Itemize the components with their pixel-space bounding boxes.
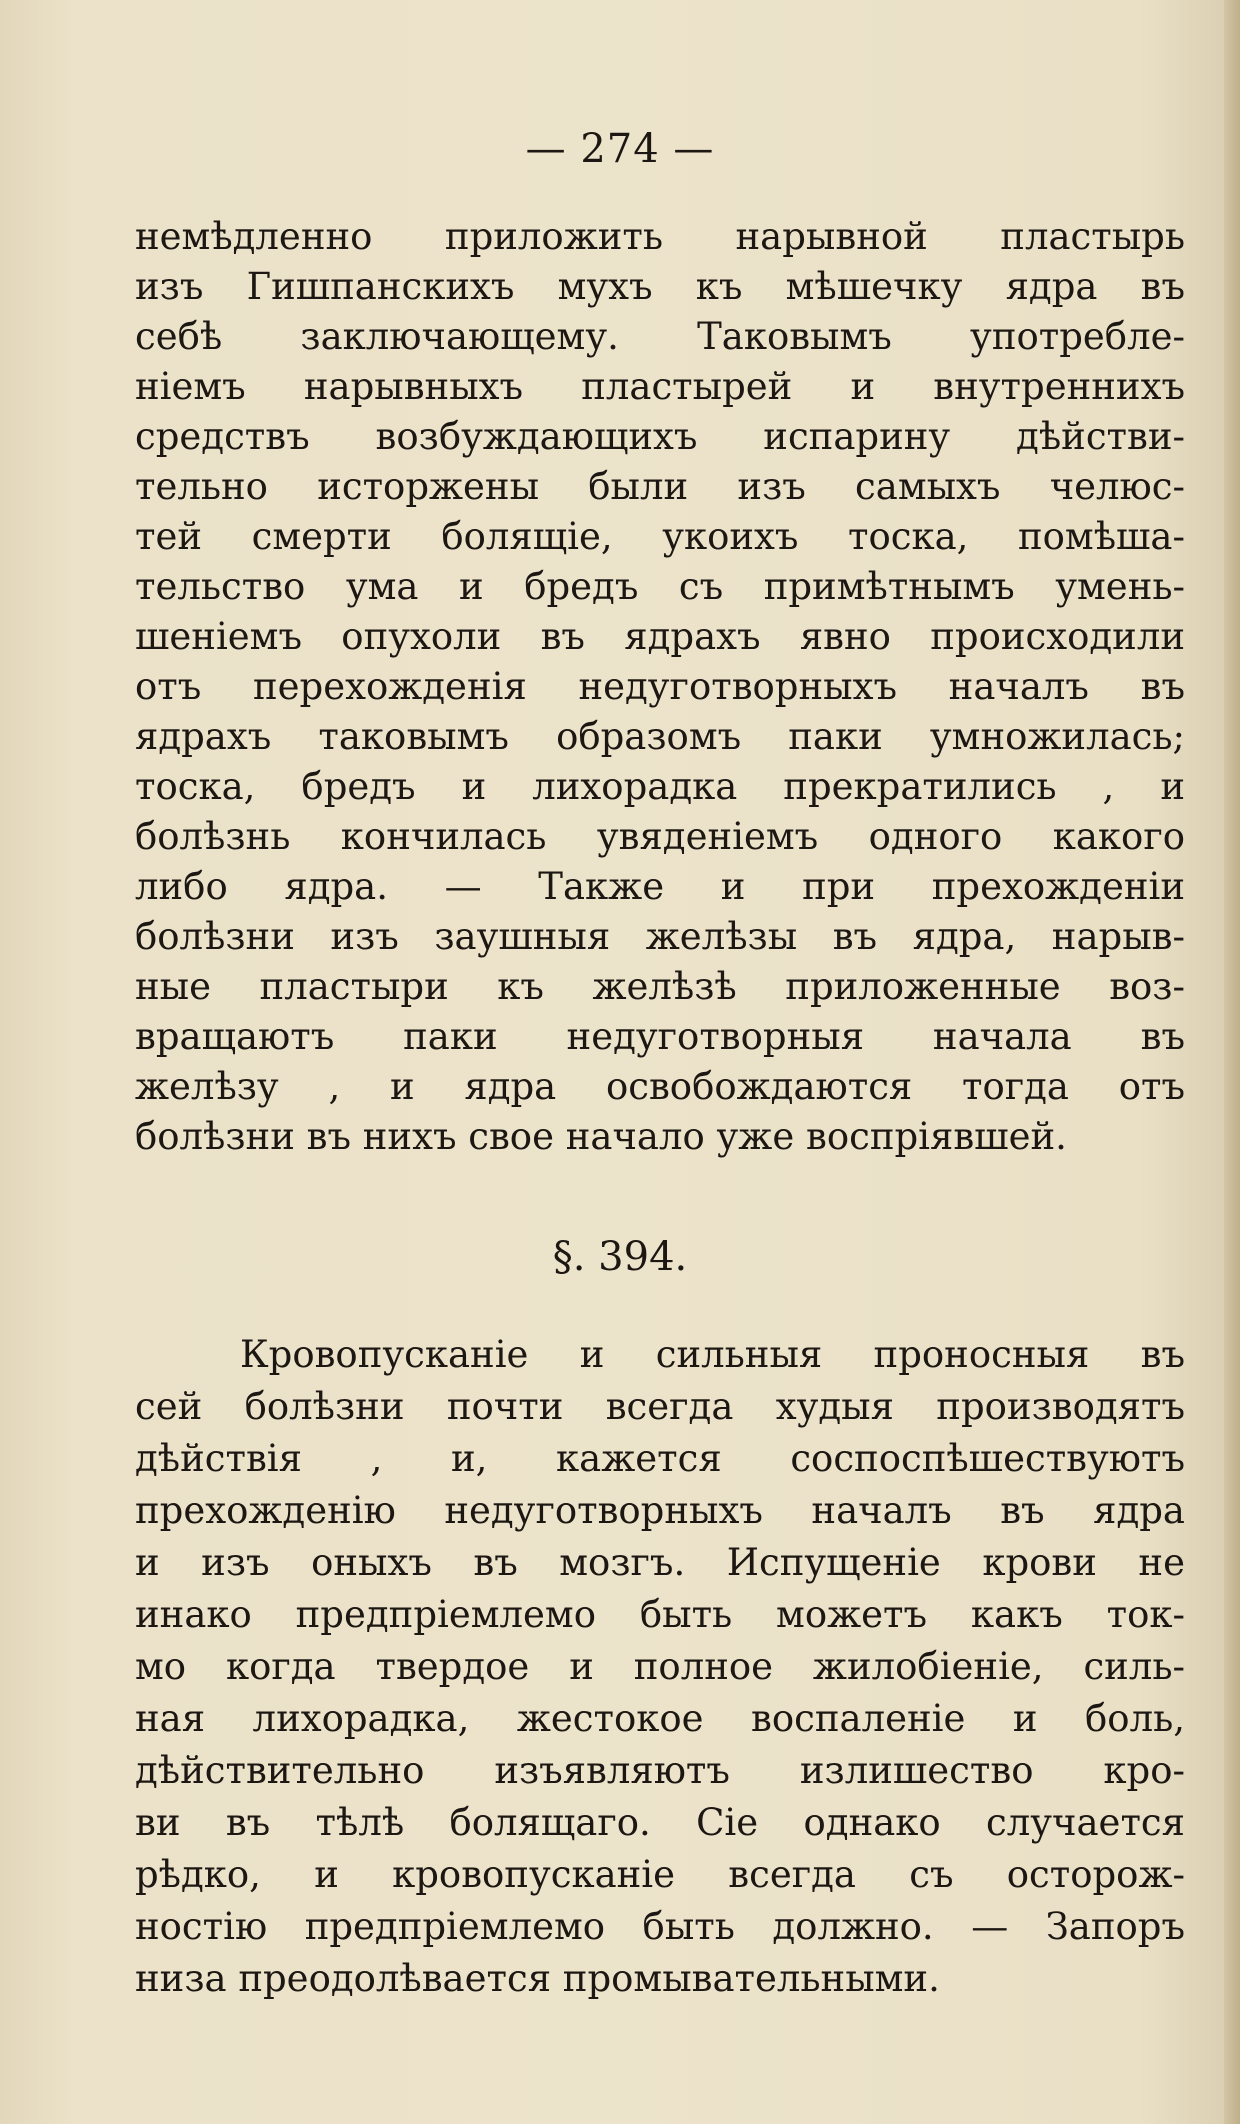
text-line: себѣ заключающему. Таковымъ употребле- (135, 315, 1185, 358)
text-line-first: Кровопусканіе и сильныя проносныя въ (240, 1333, 1185, 1376)
text-line: ностію предпріемлемо быть должно. — Запоръ (135, 1905, 1185, 1948)
text-line: либо ядра. — Также и при прехожденіи (135, 865, 1185, 908)
text-line: ная лихорадка, жестокое воспаленіе и боль, (135, 1697, 1185, 1740)
text-line: ніемъ нарывныхъ пластырей и внутреннихъ (135, 365, 1185, 408)
text-line: болѣзни изъ заушныя желѣзы въ ядра, нарыв- (135, 915, 1185, 958)
text-line: вращаютъ паки недуготворныя начала въ (135, 1015, 1185, 1058)
text-line: немѣдленно приложить нарывной пластырь (135, 215, 1185, 258)
text-line: тельно исторжены были изъ самыхъ челюс- (135, 465, 1185, 508)
text-line: шеніемъ опухоли въ ядрахъ явно происходили (135, 615, 1185, 658)
text-line: рѣдко, и кровопусканіе всегда съ осторож- (135, 1853, 1185, 1896)
text-line-last: низа преодолѣвается промывательными. (135, 1957, 940, 2000)
text-line: ви въ тѣлѣ болящаго. Сіе однако случается (135, 1801, 1185, 1844)
text-line: средствъ возбуждающихъ испарину дѣйстви- (135, 415, 1185, 458)
text-line: сей болѣзни почти всегда худыя производятъ (135, 1385, 1185, 1428)
page-edge (1224, 0, 1240, 2124)
text-line: дѣйствительно изъявляютъ излишество кро- (135, 1749, 1185, 1792)
text-line: тоска, бредъ и лихорадка прекратились , и (135, 765, 1185, 808)
text-line: и изъ оныхъ въ мозгъ. Испущеніе крови не (135, 1541, 1185, 1584)
text-line: болѣзнь кончилась увяденіемъ одного какого (135, 815, 1185, 858)
text-line: ядрахъ таковымъ образомъ паки умножилась; (135, 715, 1185, 758)
text-line: желѣзу , и ядра освобождаются тогда отъ (135, 1065, 1185, 1108)
text-line: тей смерти болящіе, укоихъ тоска, помѣша- (135, 515, 1185, 558)
page-number: — 274 — (525, 126, 715, 172)
text-line: тельство ума и бредъ съ примѣтнымъ умень- (135, 565, 1185, 608)
text-line: прехожденію недуготворныхъ началъ въ ядра (135, 1489, 1185, 1532)
section-heading: §. 394. (552, 1234, 688, 1280)
text-line-last: болѣзни въ нихъ свое начало уже воспріявшей. (135, 1115, 1067, 1158)
text-line: изъ Гишпанскихъ мухъ къ мѣшечку ядра въ (135, 265, 1185, 308)
text-line: ные пластыри къ желѣзѣ приложенные воз- (135, 965, 1185, 1008)
text-line: дѣйствія , и, кажется соспоспѣшествуютъ (135, 1437, 1185, 1480)
text-line: мо когда твердое и полное жилобіеніе, силь- (135, 1645, 1185, 1688)
text-line: отъ перехожденія недуготворныхъ началъ въ (135, 665, 1185, 708)
text-line: инако предпріемлемо быть можетъ какъ ток- (135, 1593, 1185, 1636)
